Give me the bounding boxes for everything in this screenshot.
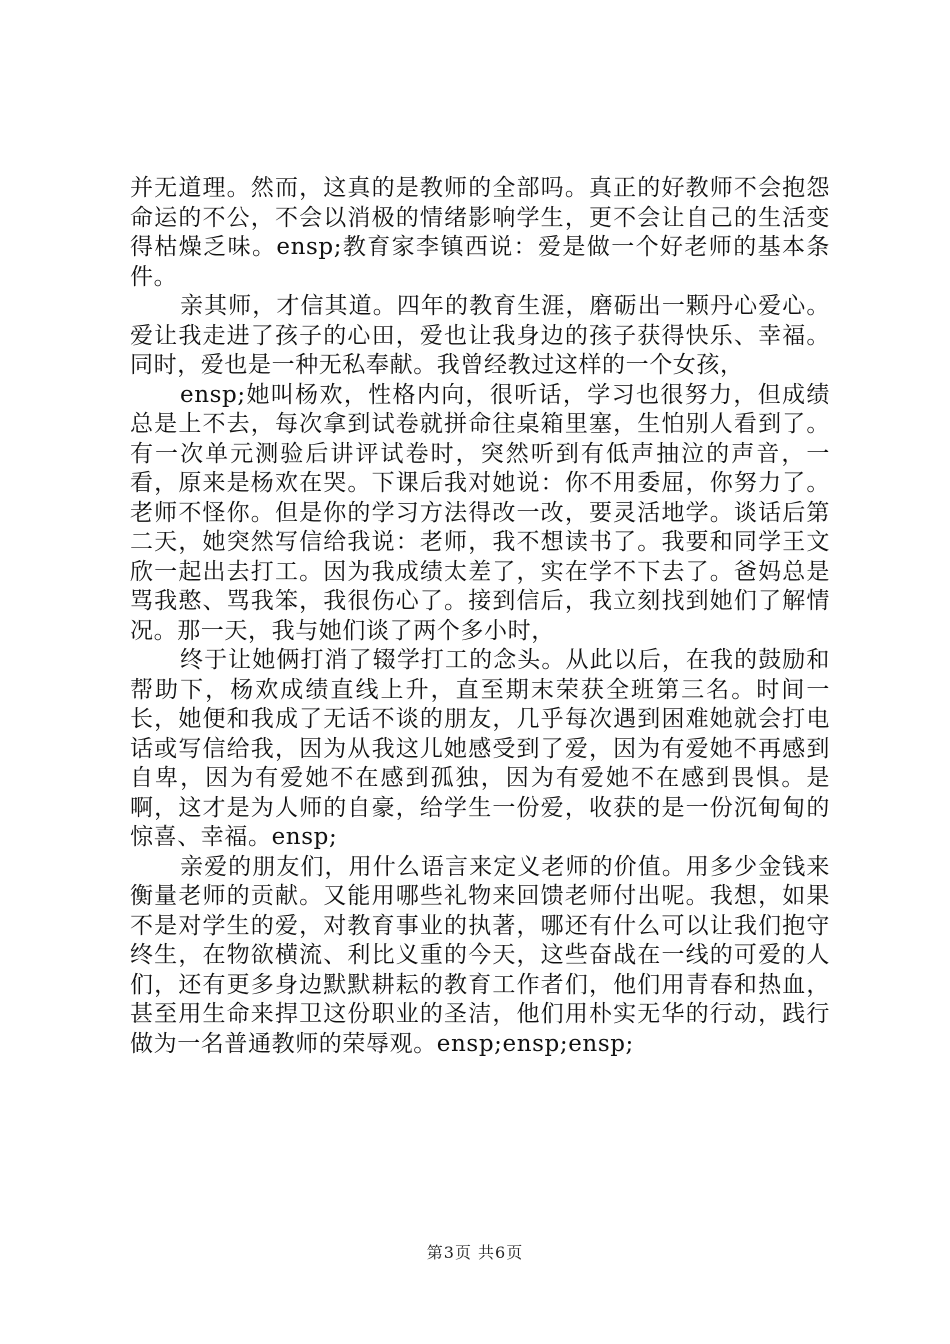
paragraph-5: 亲爱的朋友们，用什么语言来定义老师的价值。用多少金钱来衡量老师的贡献。又能用哪些礼物来回馈老师付出呢。我想，如果不是对学生的爱，对教育事业的执著，哪还有什么可以让我们抱守终生，在物欲横流、利比义重的今天，这些奋战在一线的可爱的人们，还有更多身边默默耕耘的教育工作者们，他们用青春和热血，甚至用生命来捍卫这份职业的圣洁，他们用朴实无华的行动，践行做为一名普通教师的荣辱观。ensp;ensp;ensp; <box>130 853 830 1057</box>
page-number-footer: 第3页 共6页 <box>426 1243 524 1262</box>
paragraph-4: 终于让她俩打消了辍学打工的念头。从此以后，在我的鼓励和帮助下，杨欢成绩直线上升，直至期末荣获全班第三名。时间一长，她便和我成了无话不谈的朋友，几乎每次遇到困难她就会打电话或写信给我，因为从我这儿她感受到了爱，因为有爱她不再感到自卑，因为有爱她不在感到孤独，因为有爱她不在感到畏惧。是啊，这才是为人师的自豪，给学生一份爱，收获的是一份沉甸甸的惊喜、幸福。ensp; <box>130 647 830 850</box>
paragraph-3: ensp;她叫杨欢，性格内向，很听话，学习也很努力，但成绩总是上不去，每次拿到试卷就拼命往桌箱里塞，生怕别人看到了。有一次单元测验后讲评试卷时，突然听到有低声抽泣的声音，一看，原来是杨欢在哭。下课后我对她说：你不用委屈，你努力了。老师不怪你。但是你的学习方法得改一改，要灵活地学。谈话后第二天，她突然写信给我说：老师，我不想读书了。我要和同学王文欣一起出去打工。因为我成绩太差了，实在学不下去了。爸妈总是骂我憨、骂我笨，我很伤心了。接到信后，我立刻找到她们了解情况。那一天，我与她们谈了两个多小时， <box>130 381 830 644</box>
paragraph-2: 亲其师，才信其道。四年的教育生涯，磨砺出一颗丹心爱心。爱让我走进了孩子的心田，爱也让我身边的孩子获得快乐、幸福。同时，爱也是一种无私奉献。我曾经教过这样的一个女孩， <box>130 293 830 378</box>
document-body <box>130 174 830 1059</box>
paragraph-1: 并无道理。然而，这真的是教师的全部吗。真正的好教师不会抱怨命运的不公，不会以消极的情绪影响学生，更不会让自己的生活变得枯燥乏味。ensp;教育家李镇西说：爱是做一个好老师的基本条件。 <box>130 175 830 290</box>
